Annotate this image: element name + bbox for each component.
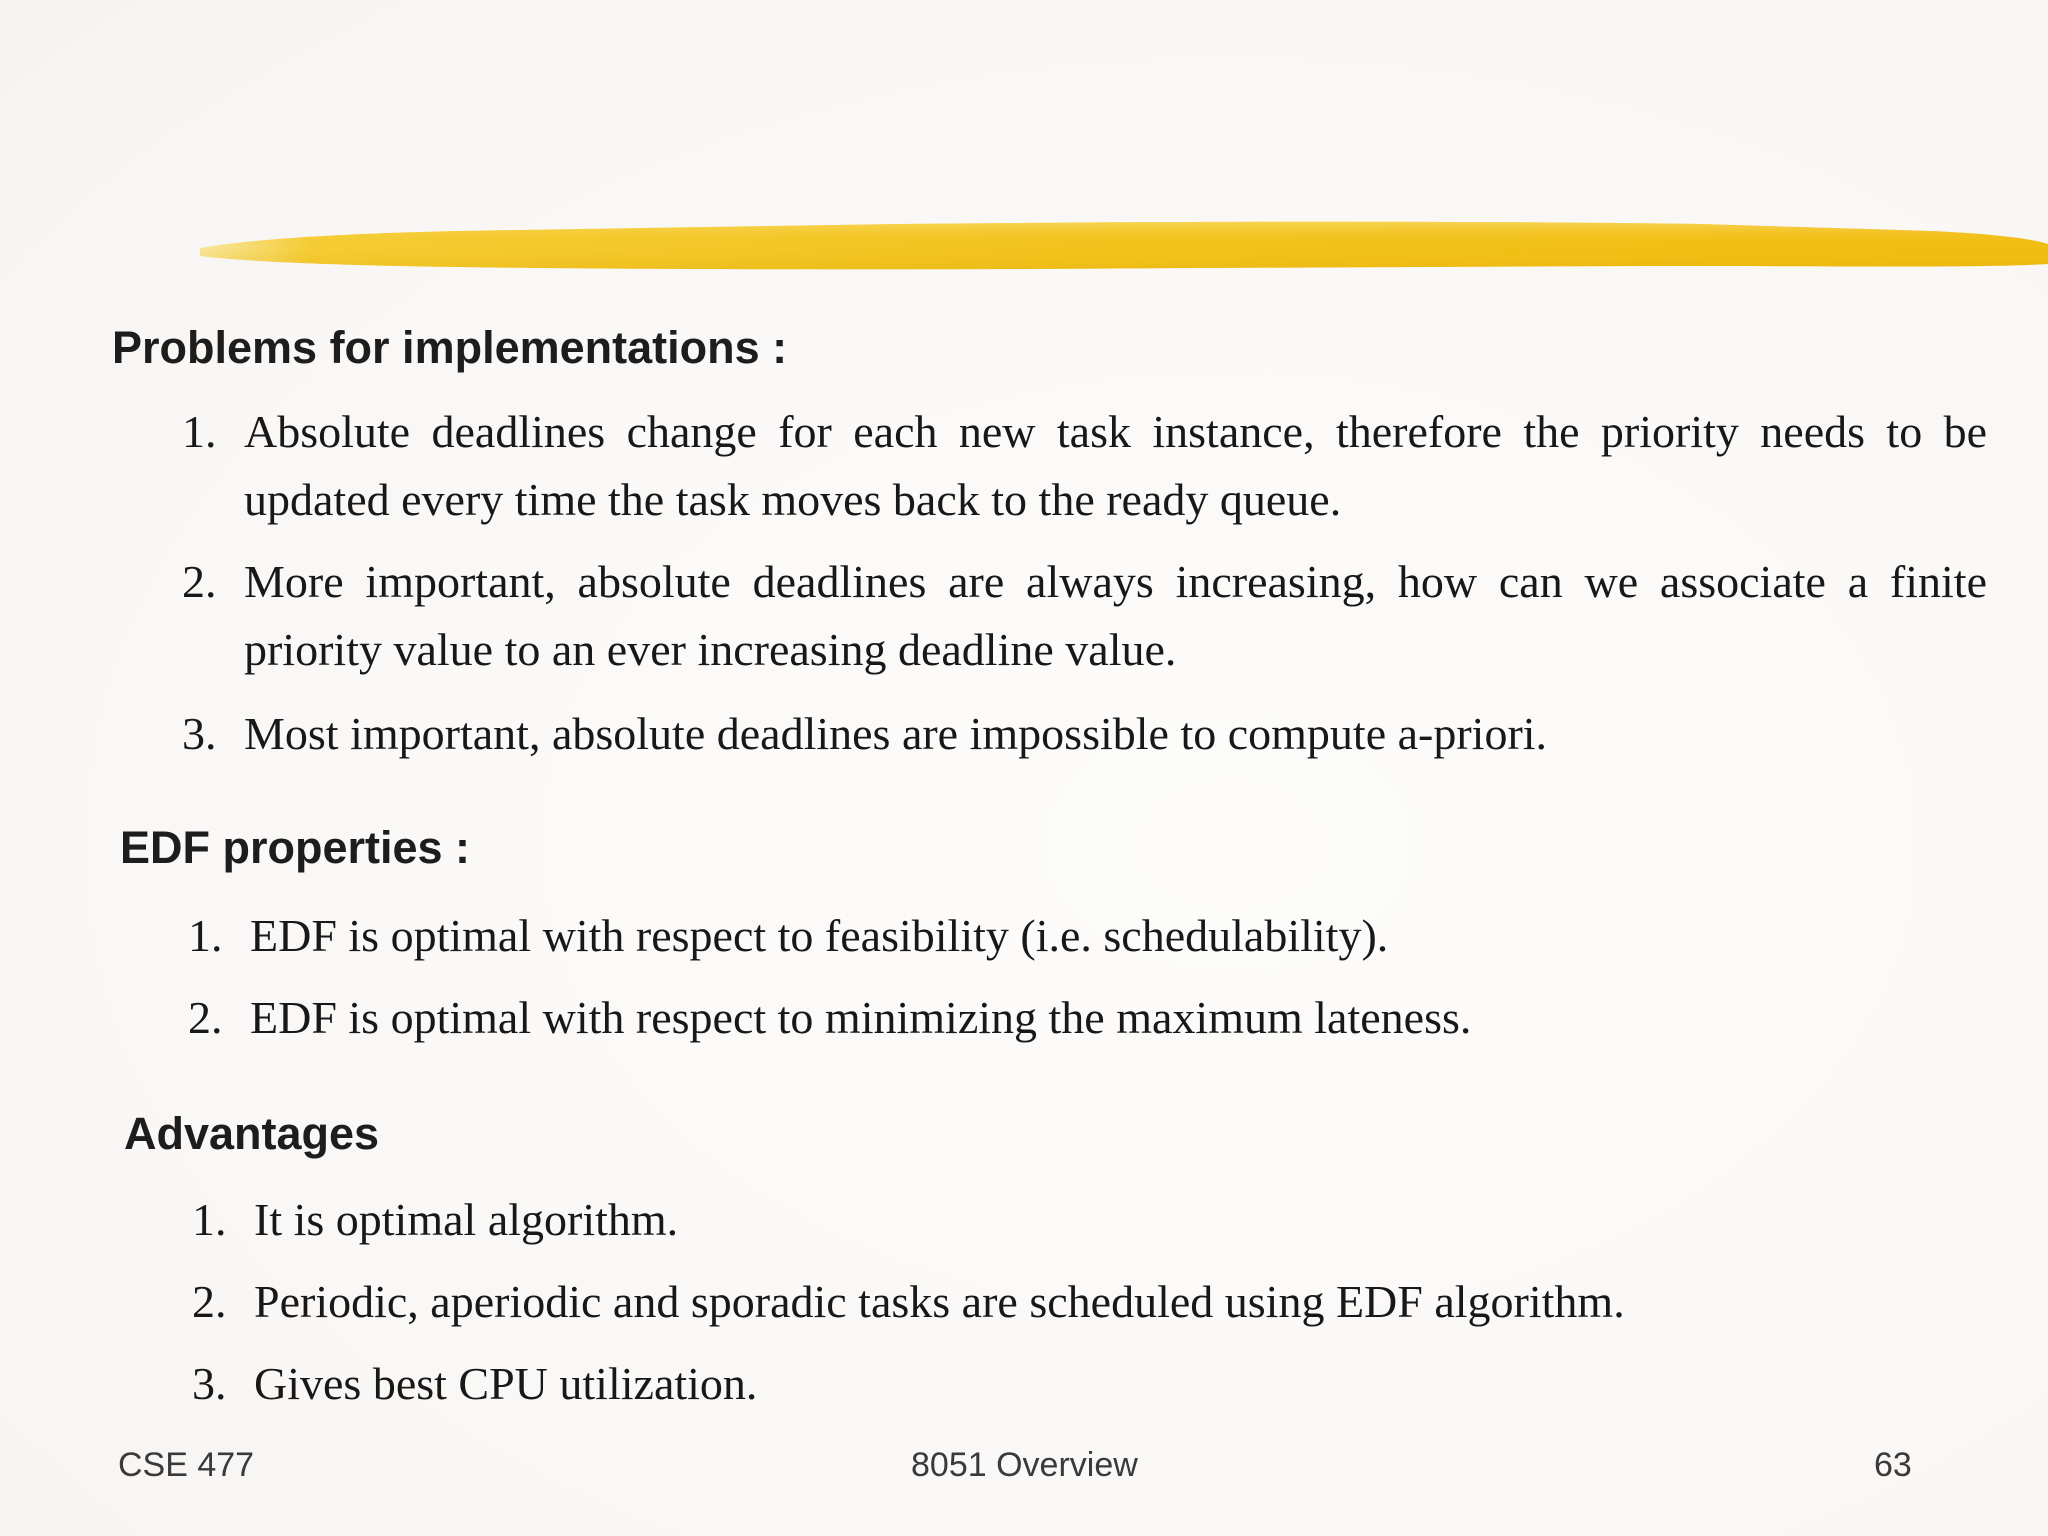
footer-page-number: 63 <box>1874 1446 1912 1484</box>
list-item-text: More important, absolute deadlines are always increasing, how can we associate a finite priority value to an ever increasing deadline value. <box>244 556 1987 675</box>
advantages-list <box>192 1186 1842 1418</box>
list-item-text: Gives best CPU utilization. <box>254 1358 758 1409</box>
edf-properties-list <box>188 902 1788 1052</box>
list-item-text: Absolute deadlines change for each new task instance, therefore the priority needs to be updated every time the task moves back to the ready queue. <box>244 406 1987 525</box>
list-item <box>188 984 1788 1052</box>
yellow-highlighter-stroke <box>200 208 2048 278</box>
list-item <box>192 1186 1842 1254</box>
list-item <box>182 700 1987 768</box>
list-item-number: 2. <box>188 992 223 1043</box>
problems-list <box>182 398 1987 768</box>
footer-course-label: CSE 477 <box>118 1446 255 1484</box>
footer-slide-title: 8051 Overview <box>911 1446 1138 1484</box>
list-item <box>188 902 1788 970</box>
list-item-text: It is optimal algorithm. <box>254 1194 679 1245</box>
list-item-number: 1. <box>192 1194 227 1245</box>
list-item-text: EDF is optimal with respect to feasibility (i.e. schedulability). <box>250 910 1389 961</box>
list-item-number: 2. <box>182 556 217 607</box>
list-item <box>192 1268 1842 1336</box>
list-item <box>182 398 1987 534</box>
list-item-number: 1. <box>188 910 223 961</box>
list-item <box>182 548 1987 684</box>
problems-heading: Problems for implementations : <box>112 322 788 373</box>
advantages-heading: Advantages <box>124 1108 380 1159</box>
list-item-text: Most important, absolute deadlines are impossible to compute a-priori. <box>244 708 1548 759</box>
list-item-number: 3. <box>182 708 217 759</box>
list-item <box>192 1350 1842 1418</box>
edf-properties-heading: EDF properties : <box>120 822 471 873</box>
list-item-text: EDF is optimal with respect to minimizing the maximum lateness. <box>250 992 1472 1043</box>
list-item-number: 1. <box>182 406 217 457</box>
list-item-number: 3. <box>192 1358 227 1409</box>
list-item-text: Periodic, aperiodic and sporadic tasks are scheduled using EDF algorithm. <box>254 1276 1625 1327</box>
list-item-number: 2. <box>192 1276 227 1327</box>
